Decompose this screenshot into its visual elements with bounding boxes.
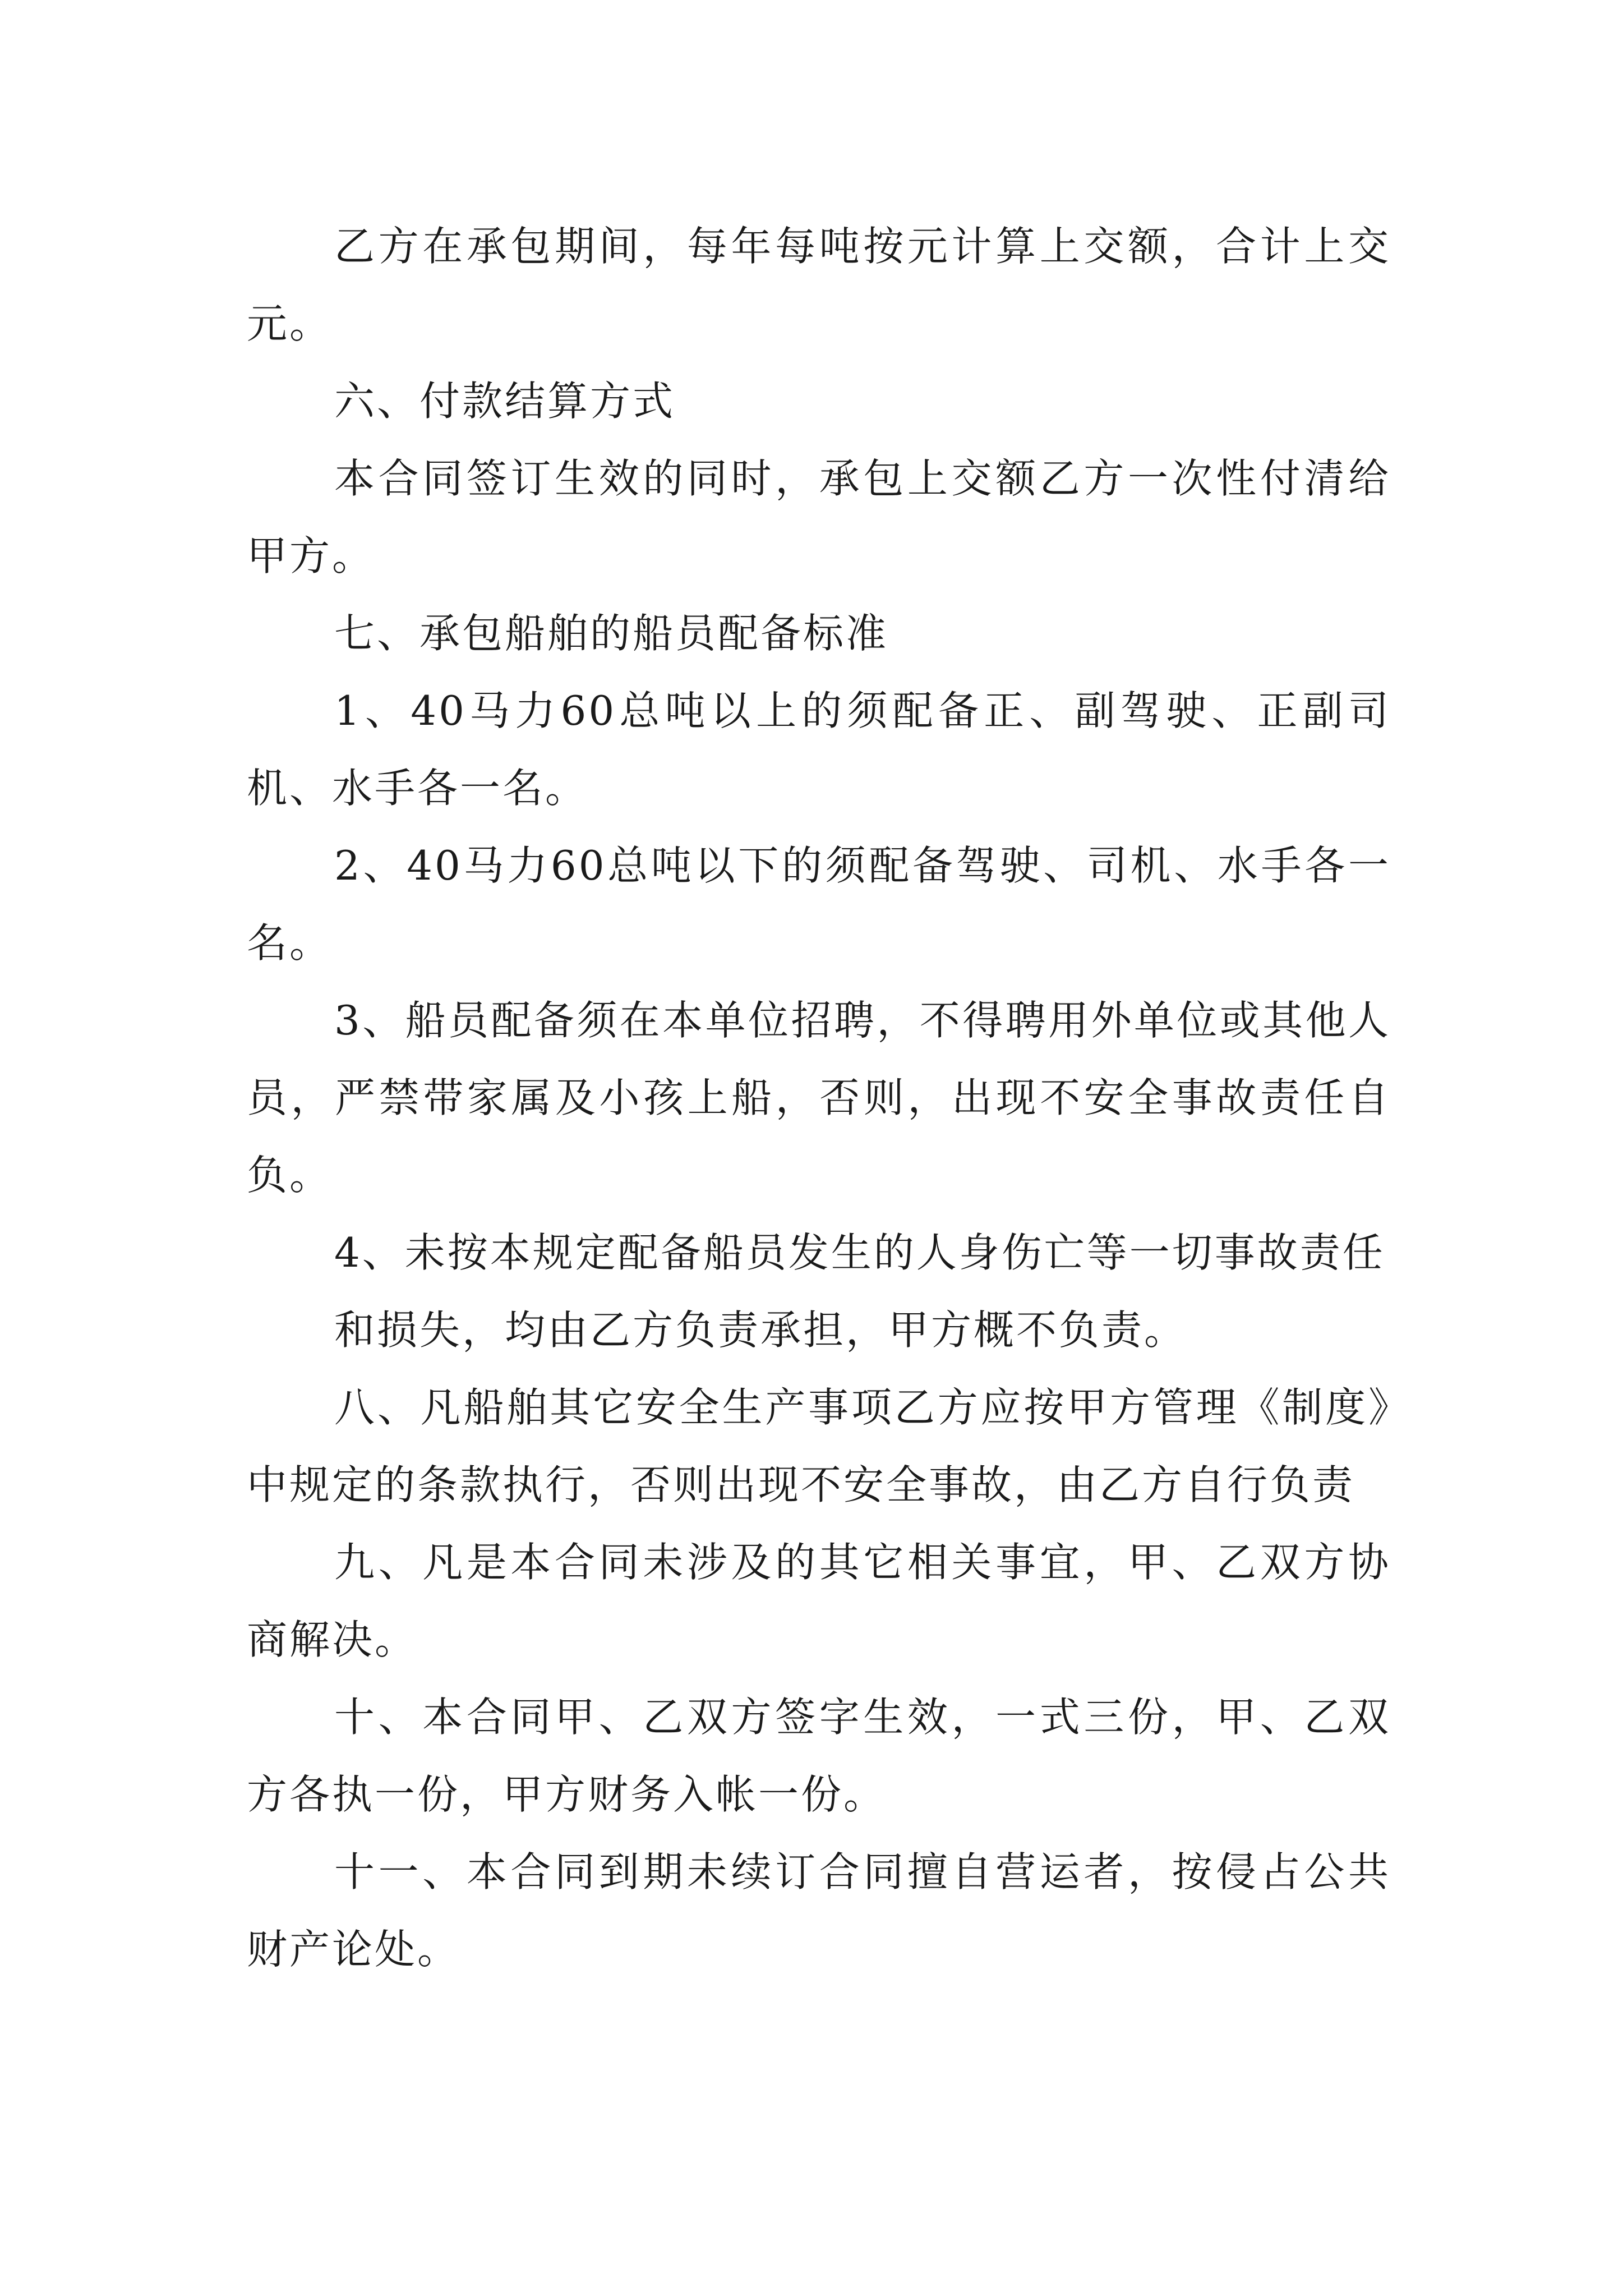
paragraph-quota: 乙方在承包期间，每年每吨按元计算上交额，合计上交元。: [247, 223, 1391, 347]
paragraph-crew-rule-4-cont: 和损失，均由乙方负责承担，甲方概不负责。: [334, 1306, 1187, 1354]
paragraph-section-8: 八、凡船舶其它安全生产事项乙方应按甲方管理《制度》中规定的条款执行，否则出现不安全事故，由乙方自行负责: [247, 1384, 1391, 1508]
paragraph-crew-rule-3: 3、船员配备须在本单位招聘，不得聘用外单位或其他人员，严禁带家属及小孩上船，否则，出现不安全事故责任自负。: [247, 997, 1391, 1199]
paragraph-section-10: 十、本合同甲、乙双方签字生效，一式三份，甲、乙双方各执一份，甲方财务入帐一份。: [247, 1694, 1391, 1818]
document-body: [247, 208, 1391, 1988]
paragraph-section-9: 九、凡是本合同未涉及的其它相关事宜，甲、乙双方协商解决。: [247, 1539, 1391, 1663]
paragraph-crew-rule-2: 2、40马力60总吨以下的须配备驾驶、司机、水手各一名。: [247, 842, 1391, 967]
heading-section-7: 七、承包船舶的船员配备标准: [334, 610, 889, 657]
paragraph-crew-rule-4: 4、未按本规定配备船员发生的人身伤亡等一切事故责任: [334, 1229, 1385, 1276]
paragraph-crew-rule-1: 1、40马力60总吨以上的须配备正、副驾驶、正副司机、水手各一名。: [247, 687, 1391, 812]
paragraph-section-11: 十一、本合同到期未续订合同擅自营运者，按侵占公共财产论处。: [247, 1848, 1391, 1973]
paragraph-payment: 本合同签订生效的同时，承包上交额乙方一次性付清给甲方。: [247, 455, 1391, 579]
heading-section-6: 六、付款结算方式: [334, 378, 676, 425]
